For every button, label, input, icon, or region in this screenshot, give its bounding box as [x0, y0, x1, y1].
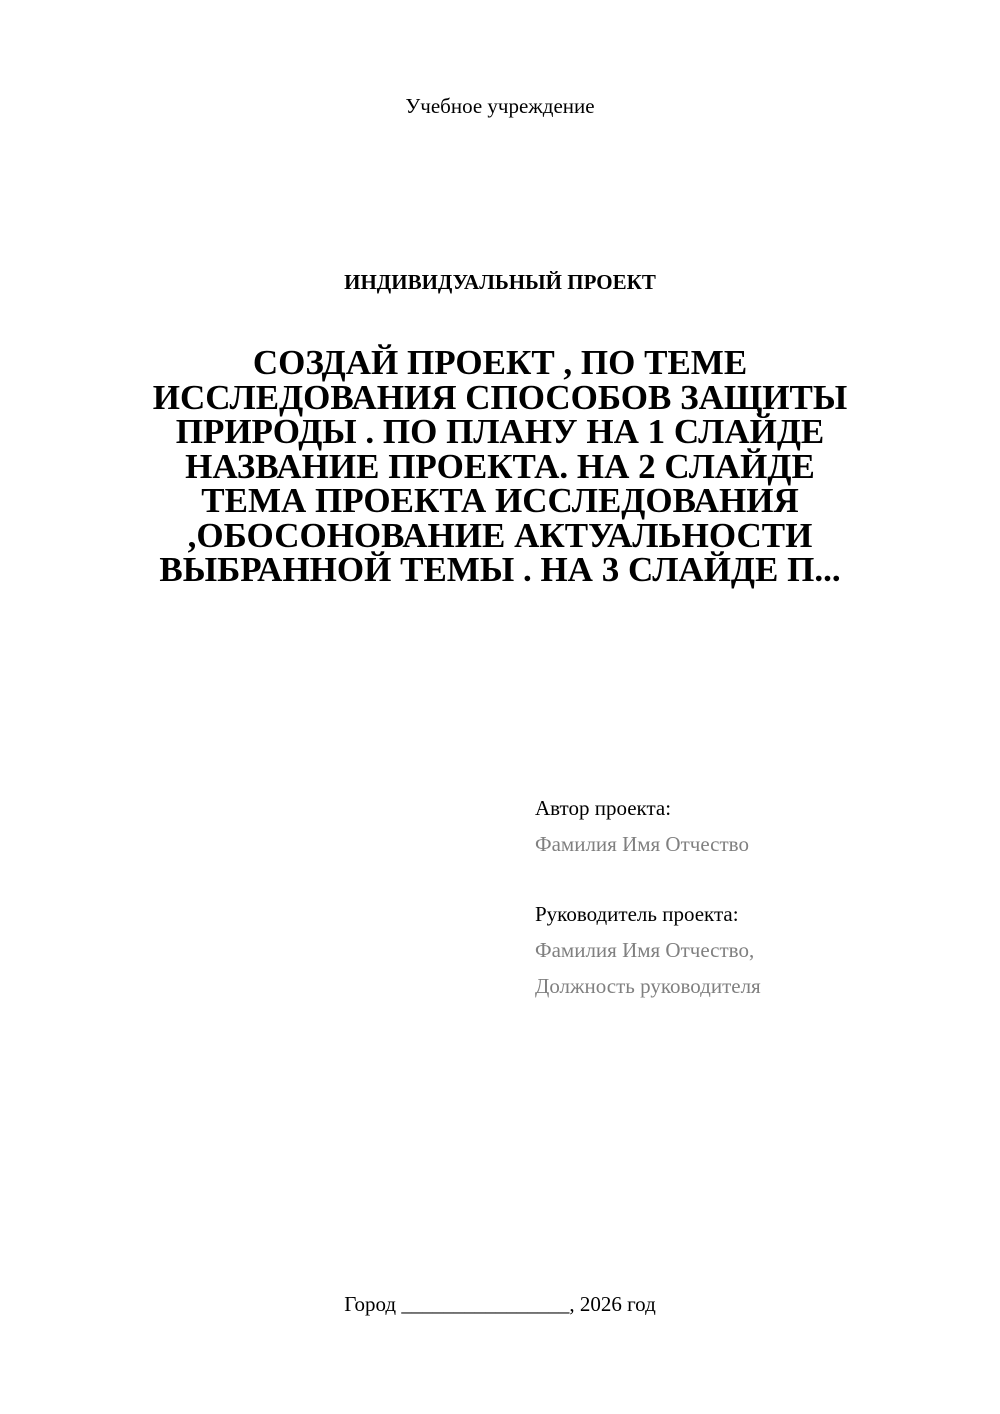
author-label: Автор проекта: — [535, 796, 672, 820]
supervisor-position: Должность руководителя — [535, 974, 761, 998]
project-type-heading: ИНДИВИДУАЛЬНЫЙ ПРОЕКТ — [344, 270, 656, 294]
credits-spacer — [535, 862, 955, 896]
institution-name: Учебное учреждение — [405, 94, 595, 118]
city-year-footer: Город ________________, 2026 год — [344, 1292, 656, 1316]
supervisor-label: Руководитель проекта: — [535, 902, 739, 926]
supervisor-name: Фамилия Имя Отчество, — [535, 938, 755, 962]
credits-block — [535, 790, 955, 1004]
author-name: Фамилия Имя Отчество — [535, 832, 749, 856]
project-title: СОЗДАЙ ПРОЕКТ , ПО ТЕМЕ ИССЛЕДОВАНИЯ СПОСОБОВ ЗАЩИТЫ ПРИРОДЫ . ПО ПЛАНУ НА 1 СЛАЙДЕ НАЗВАНИЕ ПРОЕКТА. НА 2 СЛАЙДЕ ТЕМА ПРОЕКТА ИССЛЕДОВАНИЯ ,ОБОСОНОВАНИЕ АКТУАЛЬНОСТИ ВЫБРАННОЙ ТЕМЫ . НА 3 СЛАЙДЕ П... — [152, 343, 848, 589]
